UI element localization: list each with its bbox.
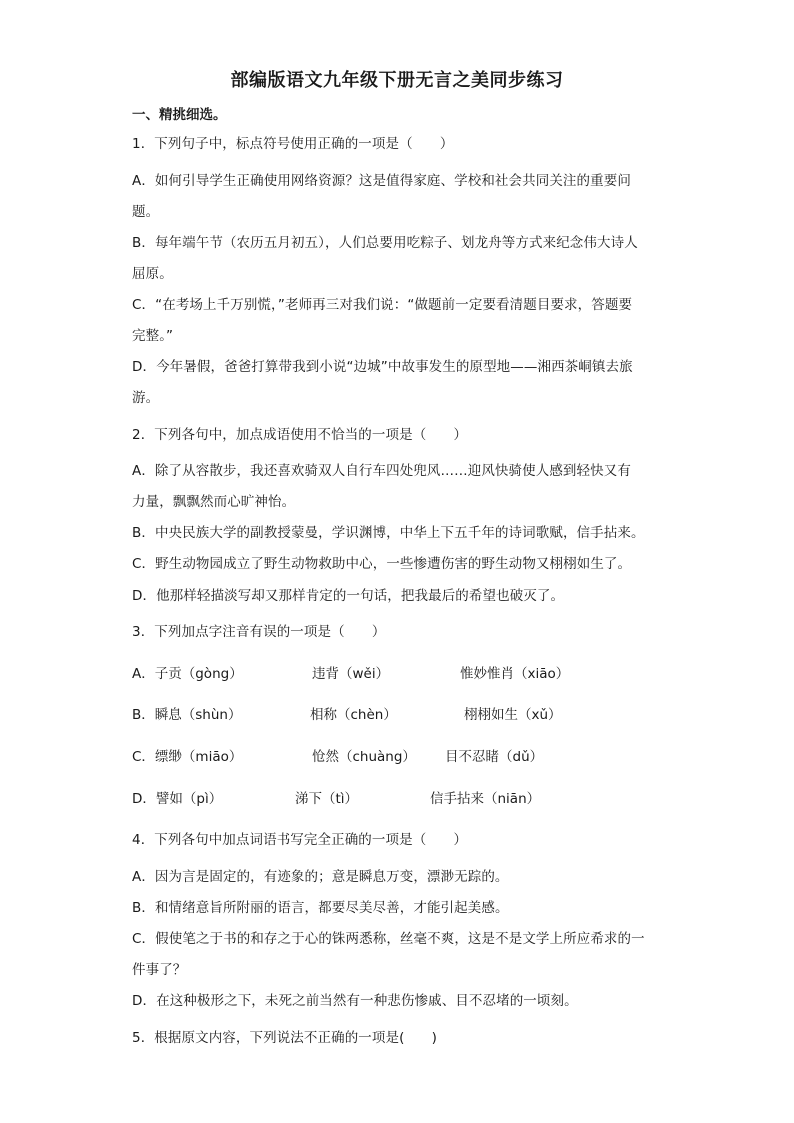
option-c-item-1: C．缥缈（miāo） bbox=[132, 749, 243, 765]
question-2-option-d: D．他那样轻描淡写却又那样肯定的一句话，把我最后的希望也破灭了。 bbox=[132, 588, 565, 604]
question-1-option-b-cont: 屈原。 bbox=[132, 266, 173, 282]
question-4-option-c: C．假使笔之于书的和存之于心的铢两悉称，丝毫不爽，这是不是文学上所应希求的一 bbox=[132, 931, 645, 947]
option-d-item-3: 信手拈来（niān） bbox=[430, 791, 541, 807]
option-b-item-3: 栩栩如生（xǔ） bbox=[464, 707, 562, 723]
option-c-item-2: 怆然（chuàng） bbox=[312, 749, 416, 765]
question-1-option-d-cont: 游。 bbox=[132, 390, 160, 406]
question-4-option-c-cont: 件事了？ bbox=[132, 962, 187, 978]
question-4-option-a: A．因为言是固定的，有迹象的；意是瞬息万变，漂渺无踪的。 bbox=[132, 869, 509, 885]
question-4-stem: 4．下列各句中加点词语书写完全正确的一项是（ ） bbox=[132, 832, 468, 848]
section-heading: 一、精挑细选。 bbox=[132, 107, 227, 123]
question-1-option-b: B．每年端午节（农历五月初五），人们总要用吃粽子、划龙舟等方式来纪念伟大诗人 bbox=[132, 235, 638, 251]
option-b-item-1: B．瞬息（shùn） bbox=[132, 707, 242, 723]
question-1-option-d: D．今年暑假，爸爸打算带我到小说“边城”中故事发生的原型地——湘西茶峒镇去旅 bbox=[132, 359, 633, 375]
option-c-item-3: 目不忍睹（dǔ） bbox=[445, 749, 544, 765]
question-3-option-a bbox=[132, 663, 672, 685]
option-a-item-3: 惟妙惟肖（xiāo） bbox=[460, 666, 570, 682]
question-2-option-c: C．野生动物园成立了野生动物救助中心，一些惨遭伤害的野生动物又栩栩如生了。 bbox=[132, 556, 632, 572]
question-2-option-a-cont: 力量，飘飘然而心旷神怡。 bbox=[132, 494, 296, 510]
question-1-option-a: A．如何引导学生正确使用网络资源？这是值得家庭、学校和社会共同关注的重要问 bbox=[132, 173, 631, 189]
option-d-item-1: D．譬如（pì） bbox=[132, 791, 223, 807]
option-d-item-2: 涕下（tì） bbox=[295, 791, 359, 807]
question-3-option-d bbox=[132, 788, 672, 810]
question-3-option-b bbox=[132, 704, 672, 726]
question-2-option-b: B．中央民族大学的副教授蒙曼，学识渊博，中华上下五千年的诗词歌赋，信手拈来。 bbox=[132, 525, 645, 541]
question-4-option-d: D．在这种极形之下，未死之前当然有一种悲伤惨戚、目不忍堵的一顷刻。 bbox=[132, 993, 578, 1009]
option-a-item-2: 违背（wěi） bbox=[312, 666, 390, 682]
document-title: 部编版语文九年级下册无言之美同步练习 bbox=[230, 70, 564, 91]
question-5-stem: 5．根据原文内容，下列说法不正确的一项是( ) bbox=[132, 1030, 438, 1046]
question-2-option-a: A．除了从容散步，我还喜欢骑双人自行车四处兜风……迎风快骑使人感到轻快又有 bbox=[132, 463, 631, 479]
question-3-option-c bbox=[132, 746, 672, 768]
question-3-stem: 3．下列加点字注音有误的一项是（ ） bbox=[132, 624, 386, 640]
question-1-option-a-cont: 题。 bbox=[132, 204, 160, 220]
question-1-option-c-cont: 完整。” bbox=[132, 328, 174, 344]
question-2-stem: 2．下列各句中，加点成语使用不恰当的一项是（ ） bbox=[132, 427, 468, 443]
question-1-option-c: C．“在考场上千万别慌，”老师再三对我们说：“做题前一定要看清题目要求，答题要 bbox=[132, 297, 633, 313]
question-4-option-b: B．和情绪意旨所附丽的语言，都要尽美尽善，才能引起美感。 bbox=[132, 900, 509, 916]
option-b-item-2: 相称（chèn） bbox=[310, 707, 397, 723]
question-1-stem: 1．下列句子中，标点符号使用正确的一项是（ ） bbox=[132, 136, 454, 152]
option-a-item-1: A．子贡（gòng） bbox=[132, 666, 243, 682]
